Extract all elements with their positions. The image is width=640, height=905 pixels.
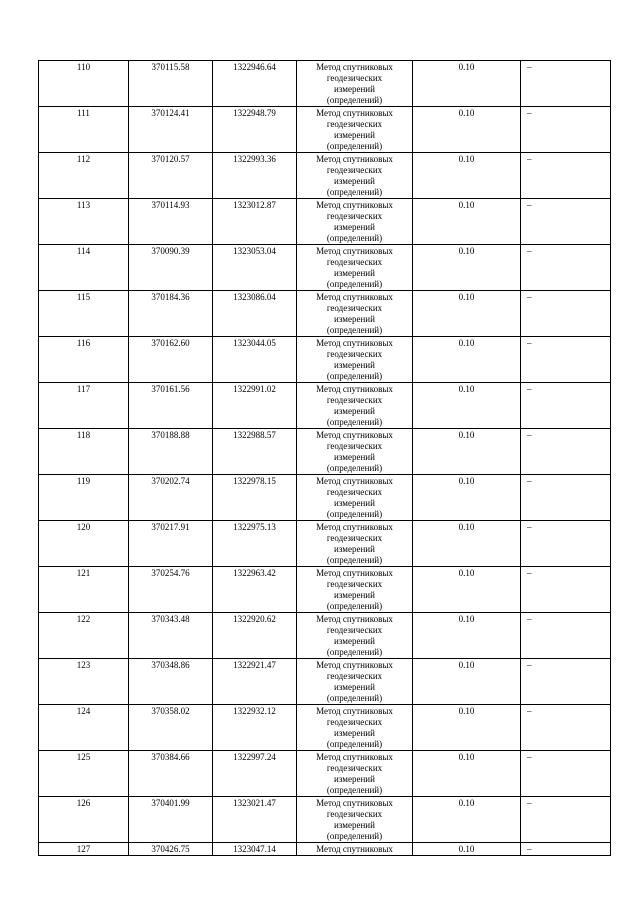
accuracy-cell: 0.10 bbox=[413, 567, 521, 613]
method-cell: Метод спутниковых геодезических измерений (определений) bbox=[297, 61, 413, 107]
extra-cell: – bbox=[521, 659, 611, 705]
extra-cell: – bbox=[521, 521, 611, 567]
y-coordinate-cell: 1323012.87 bbox=[213, 199, 297, 245]
method-cell: Метод спутниковых геодезических измерений (определений) bbox=[297, 383, 413, 429]
point-number-cell: 112 bbox=[39, 153, 129, 199]
x-coordinate-cell: 370384.66 bbox=[129, 751, 213, 797]
extra-cell: – bbox=[521, 337, 611, 383]
point-number-cell: 111 bbox=[39, 107, 129, 153]
method-cell: Метод спутниковых геодезических измерений (определений) bbox=[297, 153, 413, 199]
point-number-cell: 127 bbox=[39, 843, 129, 856]
y-coordinate-cell: 1323053.04 bbox=[213, 245, 297, 291]
point-number-cell: 123 bbox=[39, 659, 129, 705]
x-coordinate-cell: 370162.60 bbox=[129, 337, 213, 383]
point-number-cell: 120 bbox=[39, 521, 129, 567]
extra-cell: – bbox=[521, 429, 611, 475]
extra-cell: – bbox=[521, 245, 611, 291]
method-cell: Метод спутниковых геодезических измерений (определений) bbox=[297, 521, 413, 567]
method-cell: Метод спутниковых геодезических измерений (определений) bbox=[297, 475, 413, 521]
point-number-cell: 124 bbox=[39, 705, 129, 751]
extra-cell: – bbox=[521, 107, 611, 153]
extra-cell: – bbox=[521, 567, 611, 613]
point-number-cell: 121 bbox=[39, 567, 129, 613]
method-cell: Метод спутниковых геодезических измерений (определений) bbox=[297, 705, 413, 751]
x-coordinate-cell: 370202.74 bbox=[129, 475, 213, 521]
table-row bbox=[39, 245, 611, 291]
x-coordinate-cell: 370124.41 bbox=[129, 107, 213, 153]
accuracy-cell: 0.10 bbox=[413, 199, 521, 245]
coordinates-table bbox=[38, 60, 611, 856]
table-row bbox=[39, 153, 611, 199]
x-coordinate-cell: 370090.39 bbox=[129, 245, 213, 291]
accuracy-cell: 0.10 bbox=[413, 843, 521, 856]
accuracy-cell: 0.10 bbox=[413, 291, 521, 337]
y-coordinate-cell: 1322975.13 bbox=[213, 521, 297, 567]
table-row bbox=[39, 843, 611, 856]
x-coordinate-cell: 370358.02 bbox=[129, 705, 213, 751]
point-number-cell: 118 bbox=[39, 429, 129, 475]
accuracy-cell: 0.10 bbox=[413, 475, 521, 521]
x-coordinate-cell: 370217.91 bbox=[129, 521, 213, 567]
y-coordinate-cell: 1322948.79 bbox=[213, 107, 297, 153]
accuracy-cell: 0.10 bbox=[413, 383, 521, 429]
table-row bbox=[39, 613, 611, 659]
y-coordinate-cell: 1322946.64 bbox=[213, 61, 297, 107]
table-row bbox=[39, 383, 611, 429]
method-cell: Метод спутниковых геодезических измерений (определений) bbox=[297, 291, 413, 337]
extra-cell: – bbox=[521, 153, 611, 199]
point-number-cell: 116 bbox=[39, 337, 129, 383]
extra-cell: – bbox=[521, 751, 611, 797]
point-number-cell: 110 bbox=[39, 61, 129, 107]
point-number-cell: 119 bbox=[39, 475, 129, 521]
table-row bbox=[39, 567, 611, 613]
method-cell: Метод спутниковых геодезических измерений (определений) bbox=[297, 613, 413, 659]
table-row bbox=[39, 107, 611, 153]
extra-cell: – bbox=[521, 475, 611, 521]
x-coordinate-cell: 370184.36 bbox=[129, 291, 213, 337]
method-cell: Метод спутниковых геодезических измерений (определений) bbox=[297, 245, 413, 291]
y-coordinate-cell: 1322921.47 bbox=[213, 659, 297, 705]
method-cell: Метод спутниковых геодезических измерений (определений) bbox=[297, 107, 413, 153]
accuracy-cell: 0.10 bbox=[413, 613, 521, 659]
y-coordinate-cell: 1323047.14 bbox=[213, 843, 297, 856]
table-row bbox=[39, 751, 611, 797]
extra-cell: – bbox=[521, 61, 611, 107]
method-cell: Метод спутниковых bbox=[297, 843, 413, 856]
y-coordinate-cell: 1322963.42 bbox=[213, 567, 297, 613]
accuracy-cell: 0.10 bbox=[413, 107, 521, 153]
table-row bbox=[39, 521, 611, 567]
method-cell: Метод спутниковых геодезических измерений (определений) bbox=[297, 659, 413, 705]
y-coordinate-cell: 1322978.15 bbox=[213, 475, 297, 521]
extra-cell: – bbox=[521, 291, 611, 337]
accuracy-cell: 0.10 bbox=[413, 429, 521, 475]
x-coordinate-cell: 370115.58 bbox=[129, 61, 213, 107]
accuracy-cell: 0.10 bbox=[413, 153, 521, 199]
y-coordinate-cell: 1322991.02 bbox=[213, 383, 297, 429]
x-coordinate-cell: 370343.48 bbox=[129, 613, 213, 659]
x-coordinate-cell: 370114.93 bbox=[129, 199, 213, 245]
y-coordinate-cell: 1322988.57 bbox=[213, 429, 297, 475]
extra-cell: – bbox=[521, 705, 611, 751]
table-row bbox=[39, 705, 611, 751]
accuracy-cell: 0.10 bbox=[413, 61, 521, 107]
x-coordinate-cell: 370348.86 bbox=[129, 659, 213, 705]
accuracy-cell: 0.10 bbox=[413, 337, 521, 383]
method-cell: Метод спутниковых геодезических измерений (определений) bbox=[297, 337, 413, 383]
x-coordinate-cell: 370426.75 bbox=[129, 843, 213, 856]
method-cell: Метод спутниковых геодезических измерений (определений) bbox=[297, 429, 413, 475]
extra-cell: – bbox=[521, 613, 611, 659]
accuracy-cell: 0.10 bbox=[413, 521, 521, 567]
y-coordinate-cell: 1322997.24 bbox=[213, 751, 297, 797]
extra-cell: – bbox=[521, 797, 611, 843]
method-cell: Метод спутниковых геодезических измерений (определений) bbox=[297, 751, 413, 797]
extra-cell: – bbox=[521, 843, 611, 856]
extra-cell: – bbox=[521, 199, 611, 245]
point-number-cell: 122 bbox=[39, 613, 129, 659]
table-row bbox=[39, 199, 611, 245]
point-number-cell: 125 bbox=[39, 751, 129, 797]
x-coordinate-cell: 370254.76 bbox=[129, 567, 213, 613]
x-coordinate-cell: 370120.57 bbox=[129, 153, 213, 199]
coordinates-table-body bbox=[39, 61, 611, 856]
table-row bbox=[39, 337, 611, 383]
y-coordinate-cell: 1322920.62 bbox=[213, 613, 297, 659]
accuracy-cell: 0.10 bbox=[413, 797, 521, 843]
point-number-cell: 126 bbox=[39, 797, 129, 843]
table-row bbox=[39, 475, 611, 521]
point-number-cell: 117 bbox=[39, 383, 129, 429]
y-coordinate-cell: 1323021.47 bbox=[213, 797, 297, 843]
extra-cell: – bbox=[521, 383, 611, 429]
table-row bbox=[39, 61, 611, 107]
table-row bbox=[39, 797, 611, 843]
table-row bbox=[39, 291, 611, 337]
y-coordinate-cell: 1322993.36 bbox=[213, 153, 297, 199]
y-coordinate-cell: 1323044.05 bbox=[213, 337, 297, 383]
point-number-cell: 114 bbox=[39, 245, 129, 291]
y-coordinate-cell: 1323086.04 bbox=[213, 291, 297, 337]
method-cell: Метод спутниковых геодезических измерений (определений) bbox=[297, 797, 413, 843]
accuracy-cell: 0.10 bbox=[413, 705, 521, 751]
x-coordinate-cell: 370188.88 bbox=[129, 429, 213, 475]
method-cell: Метод спутниковых геодезических измерений (определений) bbox=[297, 567, 413, 613]
table-row bbox=[39, 659, 611, 705]
point-number-cell: 113 bbox=[39, 199, 129, 245]
accuracy-cell: 0.10 bbox=[413, 751, 521, 797]
accuracy-cell: 0.10 bbox=[413, 245, 521, 291]
x-coordinate-cell: 370401.99 bbox=[129, 797, 213, 843]
table-row bbox=[39, 429, 611, 475]
accuracy-cell: 0.10 bbox=[413, 659, 521, 705]
point-number-cell: 115 bbox=[39, 291, 129, 337]
x-coordinate-cell: 370161.56 bbox=[129, 383, 213, 429]
method-cell: Метод спутниковых геодезических измерений (определений) bbox=[297, 199, 413, 245]
y-coordinate-cell: 1322932.12 bbox=[213, 705, 297, 751]
